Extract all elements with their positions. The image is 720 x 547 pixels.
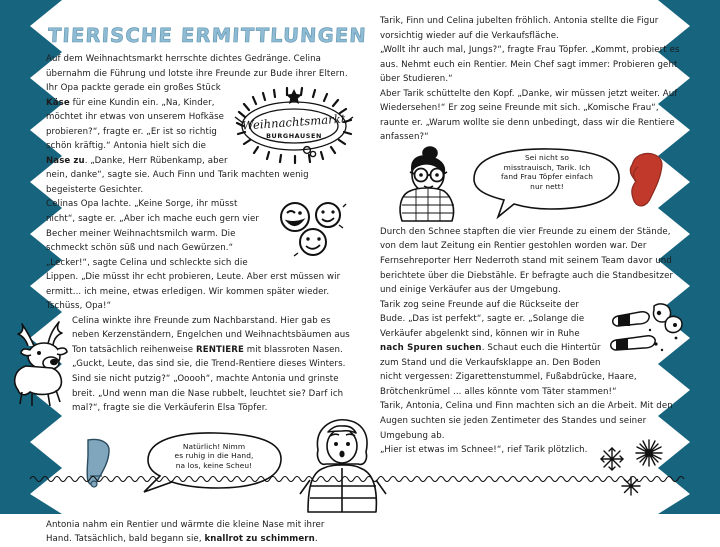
paragraph	[380, 14, 680, 43]
paragraph-text: Ihr Opa packte gerade ein großes Stück	[46, 83, 221, 94]
emphasis-nach-spuren-suchen: nach Spuren suchen	[380, 343, 482, 354]
emphasis-rentiere: RENTIERE	[196, 344, 244, 355]
bubble-line: Natürlich! Nimm	[182, 441, 246, 451]
emphasis-knallrot: knallrot zu schimmern	[204, 534, 315, 545]
paragraph-text: Durch den Schnee stapften die vier Freunde zu einem der Stände, von dem laut Zeitung ein Rentier gestohlen worden war. Der Fernsehreporter Herr Nederroth stand mit seinem Team davor und berichtete über die Diebstähle. Er befragte auch die Standbesitzer und einige Verkäufer aus der Umgebung.	[380, 226, 674, 296]
paragraph	[380, 43, 680, 87]
blue-mitten-illustration	[82, 436, 116, 498]
scene-row-right	[380, 145, 680, 225]
page-title: TIERISCHE ERMITTLUNGEN	[47, 24, 368, 47]
paragraph-text: „Wollt ihr auch mal, Jungs?“, fragte Frau Töpfer. „Kommt, probiert es aus. Nehmt euch ein Rentier. Mein Chef sagt immer: Probieren geht über Studieren.“	[380, 45, 680, 85]
paragraph	[380, 87, 680, 145]
page-title-wrap	[48, 24, 367, 47]
paragraph-text: mit blassroten Nasen. „Guckt, Leute, das sind sie, die Trend-Rentiere dieses Winters. Sind sie nicht putzig?“ „Ooooh“, machte Antonia und grinste breit. „Und wenn man die Nase rubbelt, leuchtet sie? Darf ich mal?“, fragte sie die Verkäuferin Elsa Töpfer.	[72, 344, 346, 414]
boy-with-glasses-illustration	[396, 147, 474, 233]
speech-bubble-right-text	[480, 153, 614, 191]
smiley-faces-illustration	[273, 201, 353, 263]
paragraph-text: „Lecker!“, sagte Celina und schleckte sich die Lippen. „Die müsst ihr echt probieren, Leute. Aber erst müssen wir ermitt... ich meine, etwas erledigen. Wir kommen später wieder. Tschüss, Opa!“	[46, 257, 341, 312]
bubble-line: Sei nicht so	[525, 152, 569, 162]
paragraph	[46, 518, 353, 547]
bubble-line: nur nett!	[530, 181, 564, 191]
paragraph	[46, 52, 353, 81]
bubble-line: fand Frau Töpfer einfach	[500, 172, 594, 182]
emphasis-nase-zu: Nase zu	[46, 155, 85, 166]
paragraph-text: Antonia nahm ein Rentier und wärmte die kleine Nase mit ihrer Hand. Tatsächlich, bald begann sie,	[46, 519, 325, 545]
stamp-line1: Weihnachtsmarkt	[241, 111, 346, 133]
paragraph-text: . „Danke, Herr Rübenkamp, aber nein, danke“, sagte sie. Auch Finn und Tarik machten wenig begeisterte Gesichter.	[46, 155, 309, 195]
stamp-line2: BURGHAUSEN	[266, 132, 322, 141]
bubble-line: misstrauisch, Tarik. Ich	[503, 162, 591, 172]
paragraph-text: Tarik, Antonia, Celina und Finn machten sich an die Arbeit. Mit den Augen suchten sie jeden Zentimeter des Standes und seiner Umgebung ab.	[380, 401, 673, 441]
paragraph	[380, 225, 680, 298]
paragraph-text: „Hier ist etwas im Schnee!“, rief Tarik plötzlich.	[380, 445, 588, 456]
paragraph-text: Aber Tarik schüttelte den Kopf. „Danke, wir müssen jetzt weiter. Auf Wiedersehen!“ Er zog seine Freunde mit sich. „Komische Frau“, raunte er. „Warum wollte sie denn unbedingt, dass wir die Rentiere anfassen?“	[380, 88, 678, 143]
emphasis-kaese: Käse	[46, 97, 70, 108]
paragraph	[46, 314, 353, 416]
paragraph-text: Tarik zog seine Freunde auf die Rückseite der Bude. „Das ist perfekt“, sagte er. „Solange die Verkäufer abgelenkt sind, können wir in Ruhe	[380, 299, 585, 339]
right-column	[380, 14, 680, 501]
paragraph-text: für eine Kundin ein. „Na, Kinder, möchtet ihr etwas von unserem Hofkäse probieren?“, fragte er. „Er ist so richtig schön kräftig.“ Antonia hielt sich die	[46, 97, 225, 152]
bubble-line: na los, keine Scheu!	[175, 460, 253, 470]
speech-bubble-left-text	[152, 442, 276, 471]
scene-row-left	[46, 416, 353, 512]
paragraph-text: . Schaut euch die Hintertür zum Stand und die Verkaufsklappe an. Den Boden nicht vergessen: Zigarettenstummel, Fußabdrücke, Haare, Brötchenkrümel ... alles könnte vom Täter stammen!“	[380, 343, 637, 397]
paragraph-text: Celina winkte ihre Freunde zum Nachbarstand. Hier gab es neben Kerzenständern, Engelchen und Weihnachtsbäumen aus Ton tatsächlich reihenweise	[72, 315, 350, 355]
cigarette-stubs-illustration	[606, 300, 690, 362]
paragraph-text: Auf dem Weihnachtsmarkt herrschte dichtes Gedränge. Celina übernahm die Führung und lotste ihre Freunde zur Bude ihrer Eltern.	[46, 54, 348, 79]
red-mitten-illustration	[624, 151, 670, 221]
bottom-wavy-divider	[30, 468, 690, 478]
paragraph	[380, 399, 680, 443]
speech-bubble-left	[138, 430, 288, 500]
speech-bubble-right	[466, 145, 626, 225]
paragraph-text: Tarik, Finn und Celina jubelten fröhlich. Antonia stellte die Figur vorsichtig wieder auf die Verkaufsfläche.	[380, 16, 659, 41]
paragraph	[46, 256, 353, 314]
bubble-line: es ruhig in die Hand,	[174, 451, 254, 461]
paragraph-text: Celinas Opa lachte. „Keine Sorge, ihr müsst nicht“, sagte er. „Aber ich mache euch gern vier Becher meiner Weihnachtsmilch warm. Die schmeckt schön süß und nach Gewürzen.“	[46, 199, 260, 254]
reindeer-figure-illustration	[4, 316, 66, 408]
christmas-market-stamp	[235, 93, 353, 159]
paragraph-text: .	[314, 534, 318, 545]
